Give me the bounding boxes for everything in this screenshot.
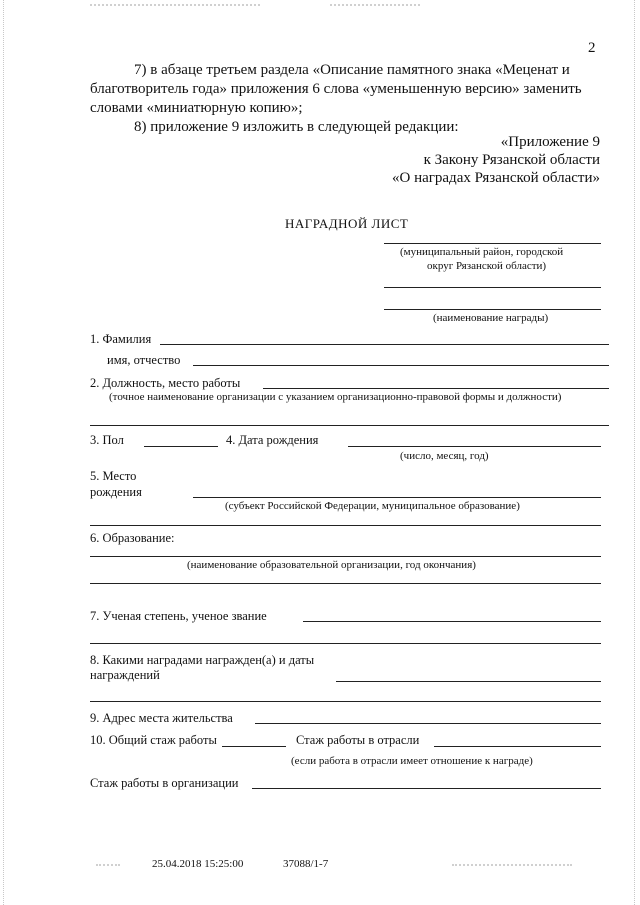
field-total-experience-label: 10. Общий стаж работы: [90, 733, 217, 747]
amendment-item7-line1: 7) в абзаце третьем раздела «Описание памятного знака «Меценат и: [134, 62, 570, 78]
field-awards-line: [90, 701, 601, 702]
field-industry-experience-line: [434, 746, 601, 747]
district-field-line: [384, 243, 601, 244]
field-degree-line: [90, 643, 601, 644]
field-address-line: [255, 723, 601, 724]
appendix-header-line2: к Закону Рязанской области: [423, 152, 600, 168]
scan-artifact-top: [330, 4, 420, 6]
form-title: НАГРАДНОЙ ЛИСТ: [285, 216, 409, 231]
award-hint: (наименование награды): [433, 312, 549, 324]
field-education-line: [90, 556, 601, 557]
award-field-line: [384, 287, 601, 288]
field-position-line: [90, 425, 609, 426]
amendment-item8: 8) приложение 9 изложить в следующей редакции:: [134, 119, 459, 135]
field-name-line: [193, 365, 609, 366]
field-awards-label: награждений: [90, 668, 160, 682]
award-field-line: [384, 309, 601, 310]
field-birthplace-hint: (субъект Российской Федерации, муниципальное образование): [225, 500, 520, 512]
field-surname-line: [160, 344, 609, 345]
appendix-header-line3: «О наградах Рязанской области»: [391, 170, 600, 186]
field-address-label: 9. Адрес места жительства: [90, 711, 233, 725]
field-position-label: 2. Должность, место работы: [90, 376, 241, 390]
field-position-hint: (точное наименование организации с указанием организационно-правовой формы и должности): [109, 391, 562, 403]
field-industry-experience-label: Стаж работы в отрасли: [296, 733, 420, 747]
field-position-line: [263, 388, 609, 389]
amendment-item7-line3: словами «миниатюрную копию»;: [90, 100, 303, 116]
appendix-header-line1: «Приложение 9: [500, 134, 600, 150]
field-awards-line: [336, 681, 601, 682]
field-awards-label: 8. Какими наградами награжден(а) и даты: [90, 653, 315, 667]
field-birthdate-line: [348, 446, 601, 447]
footer-timestamp: 25.04.2018 15:25:00: [152, 858, 244, 870]
footer-doc-number: 37088/1-7: [283, 858, 329, 870]
scan-artifact-bottom: [452, 864, 572, 866]
field-degree-line: [303, 621, 601, 622]
field-birthdate-hint: (число, месяц, год): [400, 450, 489, 462]
field-sex-line: [144, 446, 218, 447]
district-hint-line2: округ Рязанской области): [427, 260, 547, 272]
field-org-experience-label: Стаж работы в организации: [90, 776, 239, 790]
scan-edge-right: [634, 0, 635, 905]
field-education-label: 6. Образование:: [90, 531, 175, 545]
scan-artifact-top: [90, 4, 260, 6]
field-industry-experience-hint: (если работа в отрасли имеет отношение к награде): [291, 755, 533, 767]
page-number: 2: [588, 40, 596, 56]
field-org-experience-line: [252, 788, 601, 789]
field-birthplace-label: 5. Место: [90, 469, 137, 483]
field-total-experience-line: [222, 746, 286, 747]
field-birthdate-label: 4. Дата рождения: [226, 433, 319, 447]
field-birthplace-label: рождения: [90, 485, 142, 499]
field-degree-label: 7. Ученая степень, ученое звание: [90, 609, 267, 623]
field-surname-label: 1. Фамилия: [90, 332, 152, 346]
district-hint-line1: (муниципальный район, городской: [400, 246, 564, 258]
field-education-line: [90, 583, 601, 584]
amendment-item7-line2: благотворитель года» приложения 6 слова «уменьшенную версию» заменить: [90, 81, 582, 97]
scan-edge-left: [3, 0, 4, 905]
field-name-label: имя, отчество: [107, 353, 181, 367]
field-sex-label: 3. Пол: [90, 433, 124, 447]
field-birthplace-line: [193, 497, 601, 498]
field-education-hint: (наименование образовательной организации, год окончания): [187, 559, 476, 571]
scan-artifact-bottom: [96, 864, 120, 866]
field-birthplace-line: [90, 525, 601, 526]
